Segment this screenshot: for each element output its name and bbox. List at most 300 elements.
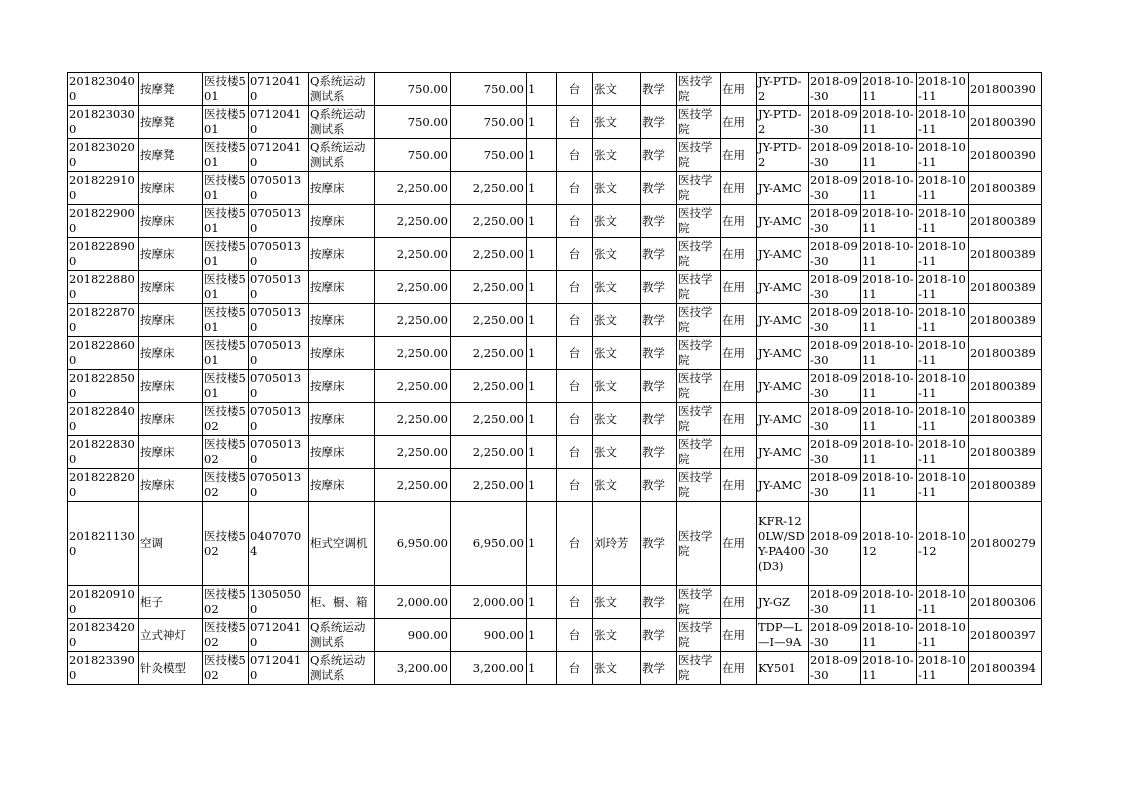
cell-unit-price: 2,250.00 (375, 238, 451, 271)
cell-amount: 900.00 (451, 619, 527, 652)
cell-category-name: Q系统运动测试系 (309, 652, 375, 685)
cell-location: 医技楼501 (203, 172, 249, 205)
cell-doc-number: 201800390 (969, 73, 1042, 106)
cell-location: 医技楼502 (203, 436, 249, 469)
cell-status: 在用 (721, 337, 757, 370)
cell-model: JY-AMC (757, 172, 809, 205)
cell-asset-id: 2018228500 (68, 370, 139, 403)
cell-category-code: 07050130 (249, 469, 309, 502)
cell-user: 张文 (593, 73, 641, 106)
cell-department: 医技学院 (677, 271, 721, 304)
table-row (68, 139, 1042, 172)
cell-asset-id: 2018228300 (68, 436, 139, 469)
cell-date-3: 2018-10-11 (917, 403, 969, 436)
cell-location: 医技楼502 (203, 469, 249, 502)
cell-asset-id: 2018228600 (68, 337, 139, 370)
cell-category-code: 07120410 (249, 139, 309, 172)
cell-asset-id: 2018230400 (68, 73, 139, 106)
cell-purpose: 教学 (641, 271, 677, 304)
cell-user: 张文 (593, 271, 641, 304)
cell-quantity: 1 (527, 652, 557, 685)
cell-asset-id: 2018228800 (68, 271, 139, 304)
cell-date-1: 2018-09-30 (809, 106, 861, 139)
cell-doc-number: 201800389 (969, 172, 1042, 205)
cell-date-1: 2018-09-30 (809, 502, 861, 586)
cell-model: JY-AMC (757, 436, 809, 469)
cell-unit: 台 (557, 73, 593, 106)
table-row (68, 172, 1042, 205)
cell-quantity: 1 (527, 370, 557, 403)
cell-amount: 2,250.00 (451, 436, 527, 469)
cell-purpose: 教学 (641, 619, 677, 652)
cell-department: 医技学院 (677, 586, 721, 619)
cell-location: 医技楼501 (203, 205, 249, 238)
cell-purpose: 教学 (641, 436, 677, 469)
cell-category-code: 07050130 (249, 403, 309, 436)
cell-asset-name: 按摩凳 (139, 139, 203, 172)
table-row (68, 436, 1042, 469)
cell-user: 张文 (593, 469, 641, 502)
cell-user: 张文 (593, 106, 641, 139)
cell-user: 张文 (593, 205, 641, 238)
cell-date-1: 2018-09-30 (809, 304, 861, 337)
cell-department: 医技学院 (677, 238, 721, 271)
cell-unit: 台 (557, 271, 593, 304)
cell-date-1: 2018-09-30 (809, 436, 861, 469)
cell-category-name: 按摩床 (309, 271, 375, 304)
cell-model: JY-PTD-2 (757, 139, 809, 172)
cell-model: JY-PTD-2 (757, 73, 809, 106)
cell-unit: 台 (557, 370, 593, 403)
cell-date-1: 2018-09-30 (809, 403, 861, 436)
cell-category-code: 07120410 (249, 73, 309, 106)
cell-date-2: 2018-10-11 (861, 370, 917, 403)
cell-status: 在用 (721, 403, 757, 436)
cell-location: 医技楼501 (203, 370, 249, 403)
cell-model: KFR-120LW/SDY-PA400(D3) (757, 502, 809, 586)
cell-asset-id: 2018230300 (68, 106, 139, 139)
cell-date-3: 2018-10-11 (917, 619, 969, 652)
cell-purpose: 教学 (641, 370, 677, 403)
cell-unit: 台 (557, 586, 593, 619)
cell-date-3: 2018-10-11 (917, 304, 969, 337)
cell-purpose: 教学 (641, 652, 677, 685)
cell-category-code: 13050500 (249, 586, 309, 619)
cell-model: TDP—L—I—9A (757, 619, 809, 652)
cell-doc-number: 201800394 (969, 652, 1042, 685)
cell-department: 医技学院 (677, 652, 721, 685)
cell-department: 医技学院 (677, 403, 721, 436)
cell-user: 张文 (593, 619, 641, 652)
cell-doc-number: 201800389 (969, 370, 1042, 403)
cell-asset-id: 2018228400 (68, 403, 139, 436)
cell-unit-price: 750.00 (375, 106, 451, 139)
table-row (68, 502, 1042, 586)
cell-unit-price: 750.00 (375, 139, 451, 172)
cell-unit-price: 2,250.00 (375, 304, 451, 337)
cell-amount: 750.00 (451, 106, 527, 139)
cell-asset-name: 按摩床 (139, 469, 203, 502)
cell-status: 在用 (721, 469, 757, 502)
cell-asset-name: 按摩床 (139, 205, 203, 238)
cell-category-name: 按摩床 (309, 436, 375, 469)
cell-quantity: 1 (527, 73, 557, 106)
cell-model: JY-GZ (757, 586, 809, 619)
cell-doc-number: 201800389 (969, 337, 1042, 370)
cell-date-2: 2018-10-11 (861, 106, 917, 139)
cell-asset-id: 2018233900 (68, 652, 139, 685)
cell-amount: 2,250.00 (451, 304, 527, 337)
cell-asset-name: 按摩床 (139, 238, 203, 271)
cell-quantity: 1 (527, 139, 557, 172)
cell-asset-id: 2018230200 (68, 139, 139, 172)
cell-category-code: 07050130 (249, 205, 309, 238)
cell-date-1: 2018-09-30 (809, 337, 861, 370)
cell-asset-name: 按摩床 (139, 304, 203, 337)
cell-date-3: 2018-10-11 (917, 106, 969, 139)
cell-doc-number: 201800390 (969, 139, 1042, 172)
cell-date-1: 2018-09-30 (809, 238, 861, 271)
cell-department: 医技学院 (677, 469, 721, 502)
cell-date-3: 2018-10-11 (917, 271, 969, 304)
cell-status: 在用 (721, 619, 757, 652)
cell-amount: 2,000.00 (451, 586, 527, 619)
cell-status: 在用 (721, 271, 757, 304)
cell-status: 在用 (721, 370, 757, 403)
cell-date-3: 2018-10-11 (917, 469, 969, 502)
cell-unit: 台 (557, 238, 593, 271)
table-row (68, 403, 1042, 436)
cell-purpose: 教学 (641, 304, 677, 337)
cell-status: 在用 (721, 106, 757, 139)
cell-model: JY-AMC (757, 271, 809, 304)
cell-location: 医技楼501 (203, 337, 249, 370)
cell-asset-name: 按摩凳 (139, 73, 203, 106)
cell-location: 医技楼501 (203, 271, 249, 304)
cell-quantity: 1 (527, 403, 557, 436)
cell-doc-number: 201800306 (969, 586, 1042, 619)
cell-amount: 6,950.00 (451, 502, 527, 586)
cell-unit-price: 2,250.00 (375, 436, 451, 469)
cell-purpose: 教学 (641, 139, 677, 172)
cell-date-3: 2018-10-11 (917, 370, 969, 403)
cell-department: 医技学院 (677, 304, 721, 337)
cell-unit: 台 (557, 205, 593, 238)
cell-date-1: 2018-09-30 (809, 619, 861, 652)
cell-department: 医技学院 (677, 619, 721, 652)
cell-location: 医技楼502 (203, 502, 249, 586)
cell-category-name: 按摩床 (309, 337, 375, 370)
cell-asset-name: 按摩床 (139, 271, 203, 304)
cell-category-name: 按摩床 (309, 370, 375, 403)
cell-unit-price: 2,250.00 (375, 205, 451, 238)
cell-date-2: 2018-10-11 (861, 205, 917, 238)
cell-category-name: 按摩床 (309, 205, 375, 238)
cell-date-1: 2018-09-30 (809, 652, 861, 685)
cell-model: JY-AMC (757, 238, 809, 271)
cell-quantity: 1 (527, 172, 557, 205)
cell-date-2: 2018-10-11 (861, 403, 917, 436)
table-row (68, 271, 1042, 304)
cell-department: 医技学院 (677, 502, 721, 586)
table-row (68, 652, 1042, 685)
cell-category-code: 07120410 (249, 652, 309, 685)
cell-date-2: 2018-10-11 (861, 271, 917, 304)
cell-asset-id: 2018211300 (68, 502, 139, 586)
cell-unit-price: 2,250.00 (375, 172, 451, 205)
cell-user: 张文 (593, 436, 641, 469)
cell-amount: 2,250.00 (451, 469, 527, 502)
cell-date-2: 2018-10-11 (861, 304, 917, 337)
cell-category-name: 按摩床 (309, 304, 375, 337)
cell-category-code: 07050130 (249, 436, 309, 469)
cell-category-name: 柜、橱、箱 (309, 586, 375, 619)
cell-amount: 2,250.00 (451, 337, 527, 370)
cell-user: 刘玲芳 (593, 502, 641, 586)
cell-purpose: 教学 (641, 586, 677, 619)
cell-date-3: 2018-10-11 (917, 139, 969, 172)
cell-asset-id: 2018228900 (68, 238, 139, 271)
cell-status: 在用 (721, 304, 757, 337)
cell-doc-number: 201800279 (969, 502, 1042, 586)
cell-user: 张文 (593, 139, 641, 172)
cell-user: 张文 (593, 370, 641, 403)
cell-doc-number: 201800389 (969, 271, 1042, 304)
cell-purpose: 教学 (641, 172, 677, 205)
cell-quantity: 1 (527, 271, 557, 304)
cell-amount: 2,250.00 (451, 403, 527, 436)
cell-status: 在用 (721, 436, 757, 469)
cell-date-2: 2018-10-11 (861, 337, 917, 370)
cell-asset-name: 按摩床 (139, 403, 203, 436)
cell-category-code: 07120410 (249, 106, 309, 139)
cell-asset-id: 2018229100 (68, 172, 139, 205)
asset-table (67, 72, 1042, 685)
cell-purpose: 教学 (641, 337, 677, 370)
cell-status: 在用 (721, 652, 757, 685)
cell-department: 医技学院 (677, 106, 721, 139)
cell-date-1: 2018-09-30 (809, 469, 861, 502)
cell-date-3: 2018-10-11 (917, 205, 969, 238)
cell-unit-price: 2,250.00 (375, 469, 451, 502)
cell-asset-name: 针灸模型 (139, 652, 203, 685)
table-row (68, 238, 1042, 271)
cell-category-code: 07050130 (249, 370, 309, 403)
cell-user: 张文 (593, 403, 641, 436)
cell-date-1: 2018-09-30 (809, 586, 861, 619)
cell-quantity: 1 (527, 238, 557, 271)
cell-amount: 2,250.00 (451, 205, 527, 238)
cell-category-name: Q系统运动测试系 (309, 619, 375, 652)
cell-status: 在用 (721, 586, 757, 619)
cell-amount: 2,250.00 (451, 238, 527, 271)
cell-unit: 台 (557, 436, 593, 469)
cell-asset-name: 按摩凳 (139, 106, 203, 139)
cell-doc-number: 201800389 (969, 469, 1042, 502)
cell-date-2: 2018-10-11 (861, 238, 917, 271)
cell-asset-id: 2018229000 (68, 205, 139, 238)
cell-department: 医技学院 (677, 337, 721, 370)
cell-quantity: 1 (527, 469, 557, 502)
cell-unit-price: 2,000.00 (375, 586, 451, 619)
cell-category-name: 按摩床 (309, 469, 375, 502)
table-row (68, 469, 1042, 502)
cell-location: 医技楼502 (203, 619, 249, 652)
cell-asset-name: 按摩床 (139, 370, 203, 403)
cell-date-1: 2018-09-30 (809, 172, 861, 205)
cell-location: 医技楼501 (203, 106, 249, 139)
cell-date-2: 2018-10-11 (861, 73, 917, 106)
cell-date-3: 2018-10-11 (917, 436, 969, 469)
cell-date-3: 2018-10-11 (917, 586, 969, 619)
cell-unit: 台 (557, 502, 593, 586)
cell-user: 张文 (593, 586, 641, 619)
cell-location: 医技楼501 (203, 238, 249, 271)
cell-unit: 台 (557, 337, 593, 370)
cell-amount: 2,250.00 (451, 370, 527, 403)
cell-date-2: 2018-10-11 (861, 619, 917, 652)
cell-quantity: 1 (527, 337, 557, 370)
cell-date-1: 2018-09-30 (809, 139, 861, 172)
table-row (68, 586, 1042, 619)
cell-model: JY-PTD-2 (757, 106, 809, 139)
cell-quantity: 1 (527, 586, 557, 619)
cell-unit-price: 2,250.00 (375, 337, 451, 370)
cell-category-code: 07050130 (249, 304, 309, 337)
cell-unit: 台 (557, 652, 593, 685)
cell-status: 在用 (721, 205, 757, 238)
cell-quantity: 1 (527, 619, 557, 652)
cell-asset-id: 2018228700 (68, 304, 139, 337)
cell-amount: 750.00 (451, 73, 527, 106)
cell-date-3: 2018-10-11 (917, 337, 969, 370)
cell-quantity: 1 (527, 106, 557, 139)
cell-model: JY-AMC (757, 403, 809, 436)
table-row (68, 205, 1042, 238)
cell-location: 医技楼502 (203, 652, 249, 685)
cell-unit: 台 (557, 403, 593, 436)
cell-category-name: Q系统运动测试系 (309, 139, 375, 172)
cell-category-code: 07050130 (249, 271, 309, 304)
cell-asset-name: 立式神灯 (139, 619, 203, 652)
cell-doc-number: 201800389 (969, 403, 1042, 436)
cell-date-3: 2018-10-11 (917, 73, 969, 106)
cell-date-3: 2018-10-11 (917, 238, 969, 271)
cell-model: JY-AMC (757, 337, 809, 370)
cell-category-name: 柜式空调机 (309, 502, 375, 586)
cell-unit-price: 3,200.00 (375, 652, 451, 685)
cell-department: 医技学院 (677, 436, 721, 469)
cell-category-name: Q系统运动测试系 (309, 73, 375, 106)
cell-location: 医技楼501 (203, 73, 249, 106)
cell-unit-price: 2,250.00 (375, 370, 451, 403)
cell-purpose: 教学 (641, 502, 677, 586)
cell-user: 张文 (593, 652, 641, 685)
cell-quantity: 1 (527, 304, 557, 337)
cell-doc-number: 201800389 (969, 304, 1042, 337)
cell-doc-number: 201800389 (969, 205, 1042, 238)
cell-unit-price: 900.00 (375, 619, 451, 652)
cell-model: JY-AMC (757, 205, 809, 238)
cell-location: 医技楼502 (203, 586, 249, 619)
cell-unit-price: 2,250.00 (375, 271, 451, 304)
cell-status: 在用 (721, 502, 757, 586)
cell-category-code: 07050130 (249, 337, 309, 370)
cell-doc-number: 201800389 (969, 436, 1042, 469)
cell-user: 张文 (593, 304, 641, 337)
cell-location: 医技楼501 (203, 304, 249, 337)
cell-status: 在用 (721, 139, 757, 172)
table-row (68, 304, 1042, 337)
cell-department: 医技学院 (677, 370, 721, 403)
cell-date-3: 2018-10-11 (917, 652, 969, 685)
cell-asset-name: 柜子 (139, 586, 203, 619)
cell-date-2: 2018-10-11 (861, 139, 917, 172)
cell-purpose: 教学 (641, 469, 677, 502)
cell-unit: 台 (557, 619, 593, 652)
cell-date-1: 2018-09-30 (809, 205, 861, 238)
cell-amount: 2,250.00 (451, 172, 527, 205)
table-row (68, 370, 1042, 403)
cell-department: 医技学院 (677, 172, 721, 205)
cell-date-2: 2018-10-11 (861, 436, 917, 469)
cell-model: JY-AMC (757, 370, 809, 403)
cell-date-1: 2018-09-30 (809, 370, 861, 403)
cell-date-2: 2018-10-11 (861, 469, 917, 502)
cell-category-code: 07050130 (249, 238, 309, 271)
cell-status: 在用 (721, 238, 757, 271)
cell-unit-price: 2,250.00 (375, 403, 451, 436)
cell-purpose: 教学 (641, 238, 677, 271)
cell-purpose: 教学 (641, 73, 677, 106)
cell-unit: 台 (557, 139, 593, 172)
cell-category-code: 04070704 (249, 502, 309, 586)
cell-asset-name: 按摩床 (139, 337, 203, 370)
cell-user: 张文 (593, 337, 641, 370)
cell-quantity: 1 (527, 205, 557, 238)
cell-asset-id: 2018209100 (68, 586, 139, 619)
cell-date-3: 2018-10-12 (917, 502, 969, 586)
cell-unit: 台 (557, 106, 593, 139)
cell-doc-number: 201800389 (969, 238, 1042, 271)
cell-status: 在用 (721, 73, 757, 106)
cell-purpose: 教学 (641, 205, 677, 238)
cell-unit: 台 (557, 304, 593, 337)
cell-date-2: 2018-10-11 (861, 586, 917, 619)
cell-department: 医技学院 (677, 73, 721, 106)
cell-date-1: 2018-09-30 (809, 73, 861, 106)
table-row (68, 337, 1042, 370)
cell-status: 在用 (721, 172, 757, 205)
cell-date-3: 2018-10-11 (917, 172, 969, 205)
cell-doc-number: 201800397 (969, 619, 1042, 652)
cell-quantity: 1 (527, 502, 557, 586)
cell-category-name: 按摩床 (309, 238, 375, 271)
cell-asset-name: 空调 (139, 502, 203, 586)
cell-asset-name: 按摩床 (139, 172, 203, 205)
cell-purpose: 教学 (641, 106, 677, 139)
cell-asset-name: 按摩床 (139, 436, 203, 469)
cell-category-name: Q系统运动测试系 (309, 106, 375, 139)
cell-asset-id: 2018228200 (68, 469, 139, 502)
cell-date-2: 2018-10-11 (861, 652, 917, 685)
cell-date-1: 2018-09-30 (809, 271, 861, 304)
cell-category-code: 07120410 (249, 619, 309, 652)
cell-date-2: 2018-10-11 (861, 172, 917, 205)
cell-quantity: 1 (527, 436, 557, 469)
cell-purpose: 教学 (641, 403, 677, 436)
cell-asset-id: 2018234200 (68, 619, 139, 652)
